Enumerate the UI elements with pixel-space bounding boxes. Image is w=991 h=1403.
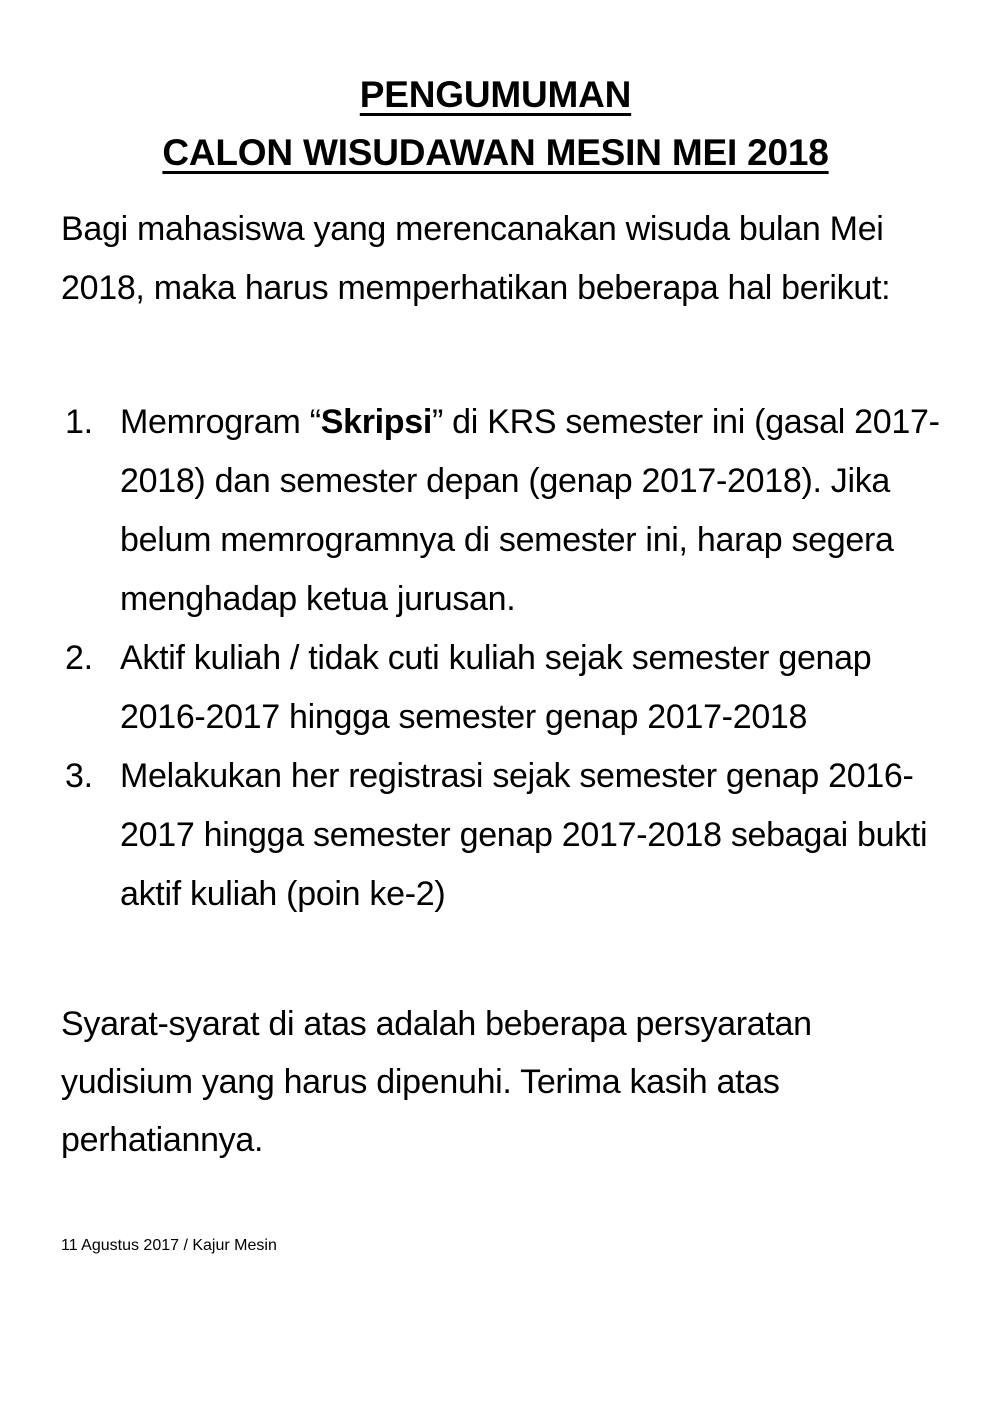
date-signature: 11 Agustus 2017 / Kajur Mesin <box>61 1237 277 1254</box>
requirement-number: 3. <box>65 757 93 795</box>
closing-paragraph: Syarat-syarat di atas adalah beberapa persyaratan yudisium yang harus dipenuhi. Terima kasih atas perhatiannya. <box>61 1005 812 1159</box>
requirement-item-1 <box>61 393 941 629</box>
requirement-number: 1. <box>65 403 93 441</box>
requirements-list <box>61 393 941 924</box>
requirement-text: Melakukan her registrasi sejak semester genap 2016-2017 hingga semester genap 2017-2018 sebagai bukti aktif kuliah (poin ke-2) <box>120 757 928 913</box>
requirement-text <box>120 403 940 618</box>
requirement-item-2 <box>61 629 941 747</box>
title-line-2: CALON WISUDAWAN MESIN MEI 2018 <box>162 132 829 173</box>
skripsi-emphasis: Skripsi <box>320 403 433 441</box>
requirement-number: 2. <box>65 639 93 677</box>
requirement-text: Aktif kuliah / tidak cuti kuliah sejak semester genap 2016-2017 hingga semester genap 2017-2018 <box>120 639 872 736</box>
requirement-item-3 <box>61 747 941 924</box>
title-line-1: PENGUMUMAN <box>359 74 632 115</box>
intro-paragraph: Bagi mahasiswa yang merencanakan wisuda bulan Mei 2018, maka harus memperhatikan beberapa hal berikut: <box>61 210 891 307</box>
announcement-title <box>0 66 991 182</box>
requirement-text-end: ” di KRS semester ini (gasal 2017-2018) dan semester depan (genap 2017-2018). Jika belum memrogramnya di semester ini, harap segera menghadap ketua jurusan. <box>120 403 940 618</box>
requirement-text-start: Memrogram “ <box>120 403 321 441</box>
